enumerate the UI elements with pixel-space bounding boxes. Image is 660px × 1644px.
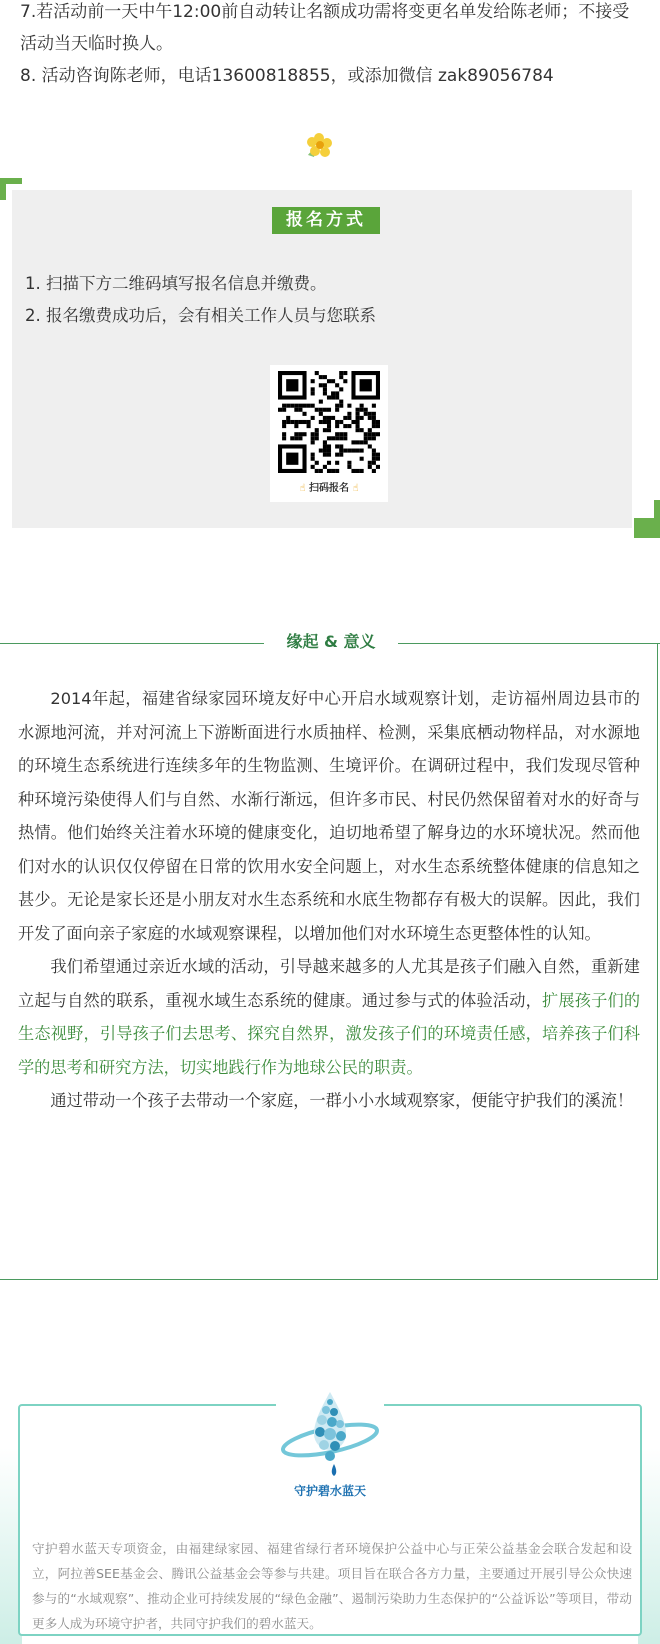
corner-decoration	[634, 518, 660, 538]
pointing-hand-icon: ☝	[299, 483, 306, 494]
pointing-hand-icon: ☝	[352, 483, 359, 494]
rules-item-8: 8. 活动咨询陈老师，电话13600818855，或添加微信 zak89056784	[20, 66, 554, 86]
qr-caption	[270, 479, 388, 494]
project-logo	[276, 1382, 384, 1502]
rules-item-7: 7.若活动前一天中午12:00前自动转让名额成功需将变更名单发给陈老师；不接受活动当天临时换人。	[20, 2, 630, 54]
origin-paragraph-1: 2014年起，福建省绿家园环境友好中心开启水域观察计划，走访福州周边县市的水源地河流，并对河流上下游断面进行水质抽样、检测，采集底栖动物样品，对水源地的环境生态系统进行连续多年的生物监测、生境评价。在调研过程中，我们发现尽管种种环境污染使得人们与自然、水渐行渐远，但许多市民、村民仍然保留着对水的好奇与热情。他们始终关注着水环境的健康变化，迫切地希望了解身边的水环境状况。然而他们对水的认识仅仅停留在日常的饮用水安全问题上，对水生态系统整体健康的信息知之甚少。无论是家长还是小朋友对水生态系统和水底生物都存有极大的误解。因此，我们开发了面向亲子家庭的水域观察课程，以增加他们对水环境生态更整体性的认知。	[18, 689, 640, 943]
flower-icon	[302, 129, 336, 163]
qr-code[interactable]	[278, 371, 380, 473]
paragraph-text: 我们希望通过亲近水域的活动，引导越来越多的人尤其是孩子们融入自然，重新建立起与自然的联系，重视水域生态系统的健康。通过参与式的体验活动，	[18, 957, 640, 1010]
logo-text: 守护碧水蓝天	[293, 1484, 366, 1498]
section-title: 缘起 & 意义	[286, 632, 376, 651]
water-drop-logo-icon	[276, 1382, 384, 1480]
signup-step-2: 2. 报名缴费成功后，会有相关工作人员与您联系	[25, 306, 376, 325]
origin-text	[18, 682, 640, 1118]
qr-caption-text: 扫码报名	[309, 483, 349, 494]
origin-paragraph-2	[18, 950, 640, 1084]
rules-list	[20, 0, 640, 92]
signup-step-1: 1. 扫描下方二维码填写报名信息并缴费。	[25, 274, 327, 293]
origin-paragraph-3: 通过带动一个孩子去带动一个家庭，一群小小水域观察家，便能守护我们的溪流！	[50, 1091, 634, 1110]
highlighted-text: 扩展孩子们的生态视野，引导孩子们去思考、探究自然界，激发孩子们的环境责任感，培养孩子们科学的思考和研究方法，切实地践行作为地球公民的职责。	[18, 990, 641, 1077]
qr-code-card[interactable]	[270, 365, 388, 502]
footer-description: 守护碧水蓝天专项资金，由福建绿家园、福建省绿行者环境保护公益中心与正荣公益基金会联合发起和设立，阿拉善SEE基金会、腾讯公益基金会等参与共建。项目旨在联合各方力量，主要通过开展引导公众快速参与的“水域观察”、推动企业可持续发展的“绿色金融”、遏制污染助力生态保护的“公益诉讼”等项目，带动更多人成为环境守护者，共同守护我们的碧水蓝天。	[32, 1541, 632, 1631]
signup-steps	[25, 268, 376, 332]
signup-title: 报名方式	[272, 207, 380, 234]
